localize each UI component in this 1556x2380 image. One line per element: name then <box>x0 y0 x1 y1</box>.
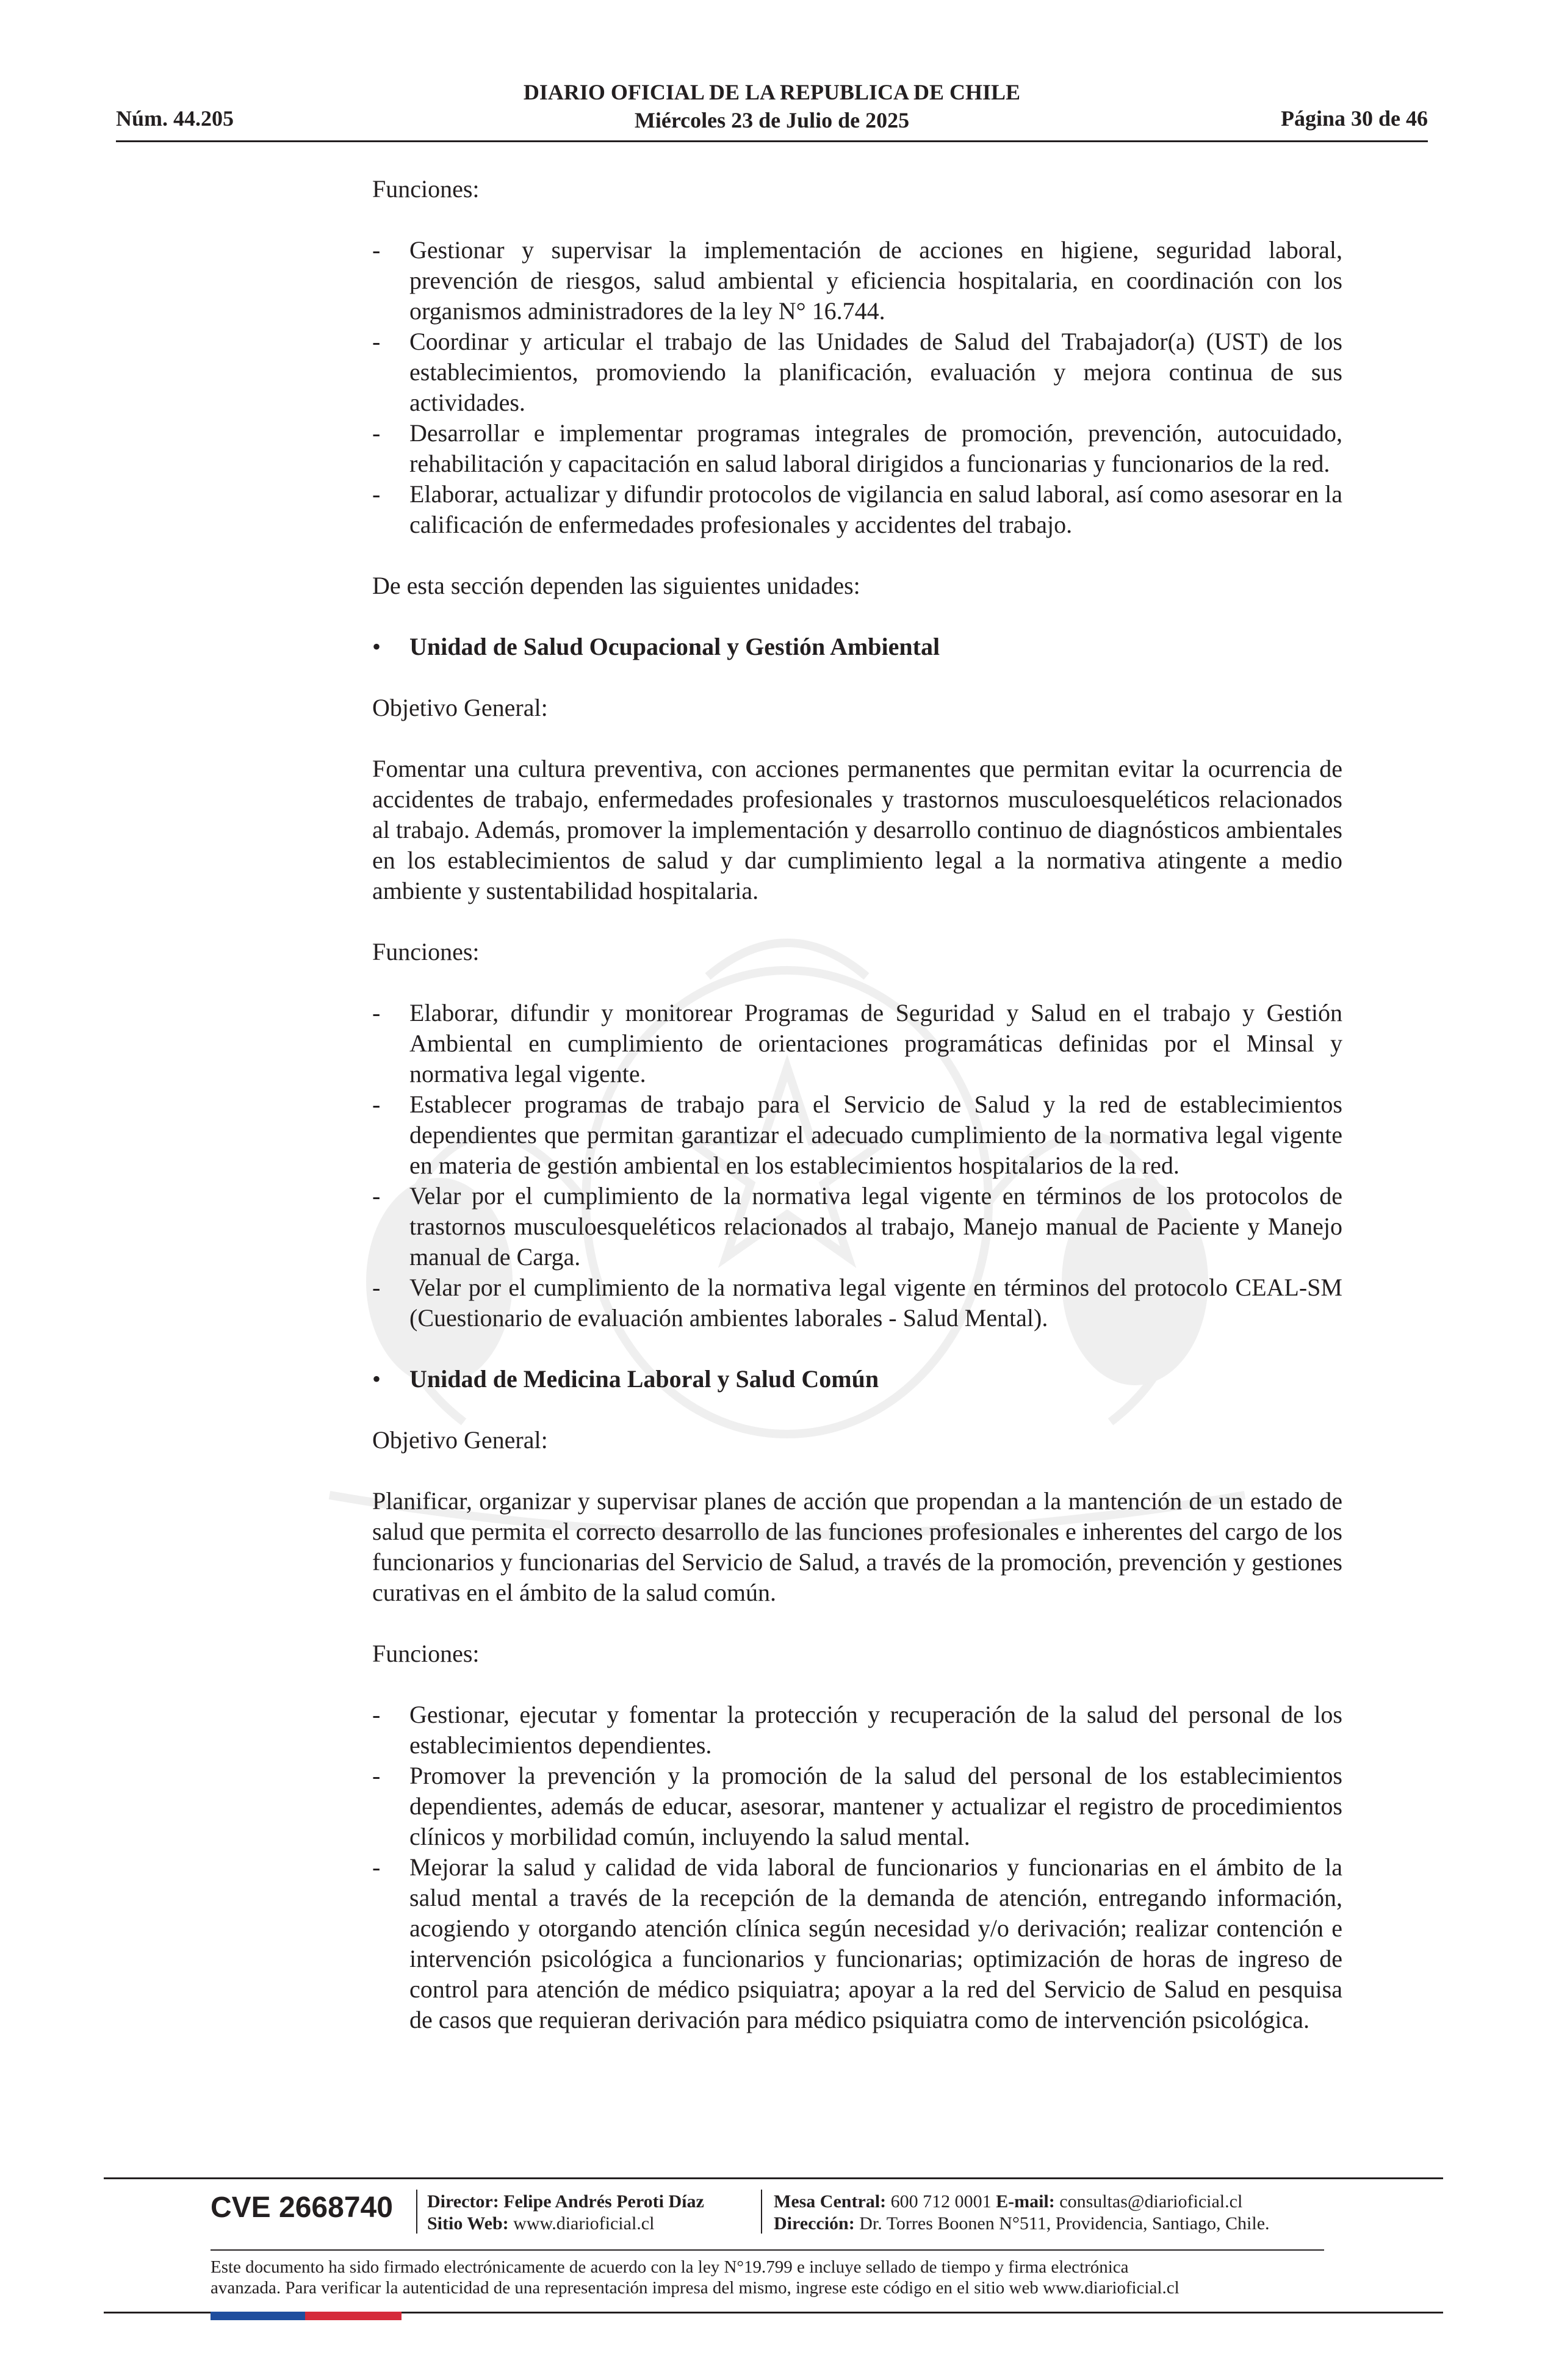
objective-text: Planificar, organizar y supervisar planes de acción que propendan a la mantención de un estado de salud que permita el correcto desarrollo de las funciones profesionales e inherentes del cargo de los funcionarios y funcionarias del Servicio de Salud, a través de la promoción, prevención y gestiones curativas en el ámbito de la salud común. <box>372 1487 1342 1606</box>
dash-marker: - <box>372 1762 381 1789</box>
list-item <box>372 479 1342 540</box>
contact-line <box>774 2191 1270 2213</box>
footer-separator <box>416 2190 417 2234</box>
list-item <box>372 998 1342 1089</box>
dash-marker: - <box>372 419 381 447</box>
list-item <box>372 1761 1342 1852</box>
director-label: Director: <box>427 2191 499 2212</box>
masthead <box>116 78 1428 134</box>
dash-marker: - <box>372 1182 381 1210</box>
section-label-funciones: Funciones: <box>372 938 480 965</box>
director-line <box>427 2191 704 2213</box>
website-link[interactable]: www.diarioficial.cl <box>513 2213 655 2234</box>
objective-label: Objetivo General: <box>372 694 548 721</box>
list-item-text: Elaborar, actualizar y difundir protocolos de vigilancia en salud laboral, así como asesorar en la calificación de enfermedades profesionales y accidentes del trabajo. <box>409 480 1342 538</box>
list-item <box>372 1181 1342 1272</box>
flag-stripe-red <box>305 2312 402 2320</box>
legal-notice <box>211 2257 1327 2298</box>
email-label: E-mail: <box>996 2191 1055 2212</box>
footer-middle-divider <box>211 2249 1324 2251</box>
header-divider <box>116 140 1428 142</box>
footer-top-divider <box>104 2177 1443 2179</box>
unit-title-text: Unidad de Medicina Laboral y Salud Común <box>409 1365 879 1393</box>
list-item <box>372 235 1342 326</box>
list-item <box>372 1272 1342 1333</box>
flag-stripe-blue <box>211 2312 305 2320</box>
list-item <box>372 1700 1342 1761</box>
publication-title: DIARIO OFICIAL DE LA REPUBLICA DE CHILE <box>523 80 1021 104</box>
dash-marker: - <box>372 1091 381 1118</box>
dash-marker: - <box>372 999 381 1026</box>
list-item-text: Gestionar, ejecutar y fomentar la protección y recuperación de la salud del personal de los establecimientos dependientes. <box>409 1701 1342 1759</box>
objective-text: Fomentar una cultura preventiva, con acciones permanentes que permitan evitar la ocurrencia de accidentes de trabajo, enfermedades profesionales y trastornos musculoesqueléticos relacionados al trabajo. Además, promover la implementación y desarrollo continuo de diagnósticos ambientales en los establecimientos de salud y dar cumplimiento legal a la normativa atingente a medio ambiente y sustentabilidad hospitalaria. <box>372 755 1342 904</box>
list-item-text: Promover la prevención y la promoción de la salud del personal de los establecimientos dependientes, además de educar, asesorar, mantener y actualizar el registro de procedimientos clínicos y morbilidad común, incluyendo la salud mental. <box>409 1762 1342 1850</box>
dash-marker: - <box>372 328 381 355</box>
list-item <box>372 1089 1342 1181</box>
director-name: Felipe Andrés Peroti Díaz <box>503 2191 704 2212</box>
dash-marker: - <box>372 236 381 264</box>
list-item-text: Establecer programas de trabajo para el Servicio de Salud y la red de establecimientos dependientes que permitan garantizar el adecuado cumplimiento de la normativa legal vigente en materia de gestión ambiental en los establecimientos hospitalarios de la red. <box>409 1091 1342 1179</box>
dash-marker: - <box>372 1274 381 1301</box>
funciones-list-2 <box>372 998 1342 1333</box>
section-label-funciones: Funciones: <box>372 175 480 203</box>
list-item-text: Mejorar la salud y calidad de vida laboral de funcionarios y funcionarias en el ámbito de la salud mental a través de la recepción de la demanda de atención, entregando información, acogiendo y otorgando atención clínica según necesidad y/o derivación; realizar contención e intervención psicológica a funcionarios y funcionarias; optimización de horas de ingreso de control para atención de médico psiquiatra; apoyar a la red del Servicio de Salud en pesquisa de casos que requieran derivación para médico psiquiatra como de intervención psicológica. <box>409 1853 1342 2033</box>
list-item-text: Desarrollar e implementar programas integrales de promoción, prevención, autocuidado, rehabilitación y capacitación en salud laboral dirigidos a funcionarias y funcionarios de la red. <box>409 419 1342 477</box>
page-header <box>116 78 1428 139</box>
document-body <box>372 174 1342 2066</box>
list-item-text: Velar por el cumplimiento de la normativa legal vigente en términos del protocolo CEAL-SM (Cuestionario de evaluación ambientes laborales - Salud Mental). <box>409 1274 1342 1332</box>
unit-title-text: Unidad de Salud Ocupacional y Gestión Ambiental <box>409 633 940 660</box>
list-item-text: Gestionar y supervisar la implementación de acciones en higiene, seguridad laboral, prevención de riesgos, salud ambiental y eficiencia hospitalaria, en coordinación con los organismos administradores de la ley N° 16.744. <box>409 236 1342 325</box>
website-line <box>427 2213 704 2235</box>
list-item-text: Elaborar, difundir y monitorear Programas de Seguridad y Salud en el trabajo y Gestión Ambiental en cumplimiento de orientaciones programáticas definidas por el Minsal y normativa legal vigente. <box>409 999 1342 1087</box>
email-link[interactable]: consultas@diarioficial.cl <box>1059 2191 1243 2212</box>
legal-line-2: avanzada. Para verificar la autenticidad de una representación impresa del mismo, ingrese este código en el sitio web www.diarioficial.cl <box>211 2278 1180 2298</box>
page-number: Página 30 de 46 <box>1280 106 1428 131</box>
dependency-intro: De esta sección dependen las siguientes unidades: <box>372 572 860 599</box>
bullet-marker: • <box>372 1365 381 1393</box>
funciones-list-1 <box>372 235 1342 540</box>
cve-code: CVE 2668740 <box>211 2191 393 2224</box>
list-item <box>372 1852 1342 2035</box>
bullet-marker: • <box>372 633 381 660</box>
publication-date: Miércoles 23 de Julio de 2025 <box>634 108 910 132</box>
list-item <box>372 326 1342 418</box>
address-line <box>774 2213 1270 2235</box>
dash-marker: - <box>372 1853 381 1881</box>
mesa-phone: 600 712 0001 <box>890 2191 992 2212</box>
dash-marker: - <box>372 480 381 508</box>
footer-separator <box>761 2190 762 2234</box>
legal-line-1: Este documento ha sido firmado electrónicamente de acuerdo con la ley N°19.799 e incluye sellado de tiempo y firma electrónica <box>211 2257 1129 2277</box>
address-label: Dirección: <box>774 2213 855 2234</box>
list-item-text: Coordinar y articular el trabajo de las Unidades de Salud del Trabajador(a) (UST) de los establecimientos, promoviendo la planificación, evaluación y mejora continua de sus actividades. <box>409 328 1342 416</box>
website-label: Sitio Web: <box>427 2213 509 2234</box>
unit-heading-salud-ocupacional <box>372 632 1342 662</box>
mesa-label: Mesa Central: <box>774 2191 887 2212</box>
objective-label: Objetivo General: <box>372 1426 548 1454</box>
dash-marker: - <box>372 1701 381 1728</box>
list-item-text: Velar por el cumplimiento de la normativa legal vigente en términos de los protocolos de trastornos musculoesqueléticos relacionados al trabajo, Manejo manual de Paciente y Manejo manual de Carga. <box>409 1182 1342 1271</box>
unit-heading-medicina-laboral <box>372 1364 1342 1394</box>
issue-number: Núm. 44.205 <box>116 106 234 131</box>
list-item <box>372 418 1342 479</box>
footer-contact-block <box>774 2191 1270 2235</box>
address-text: Dr. Torres Boonen N°511, Providencia, Santiago, Chile. <box>859 2213 1270 2234</box>
section-label-funciones: Funciones: <box>372 1640 480 1667</box>
footer-director-block <box>427 2191 704 2235</box>
funciones-list-3 <box>372 1700 1342 2035</box>
